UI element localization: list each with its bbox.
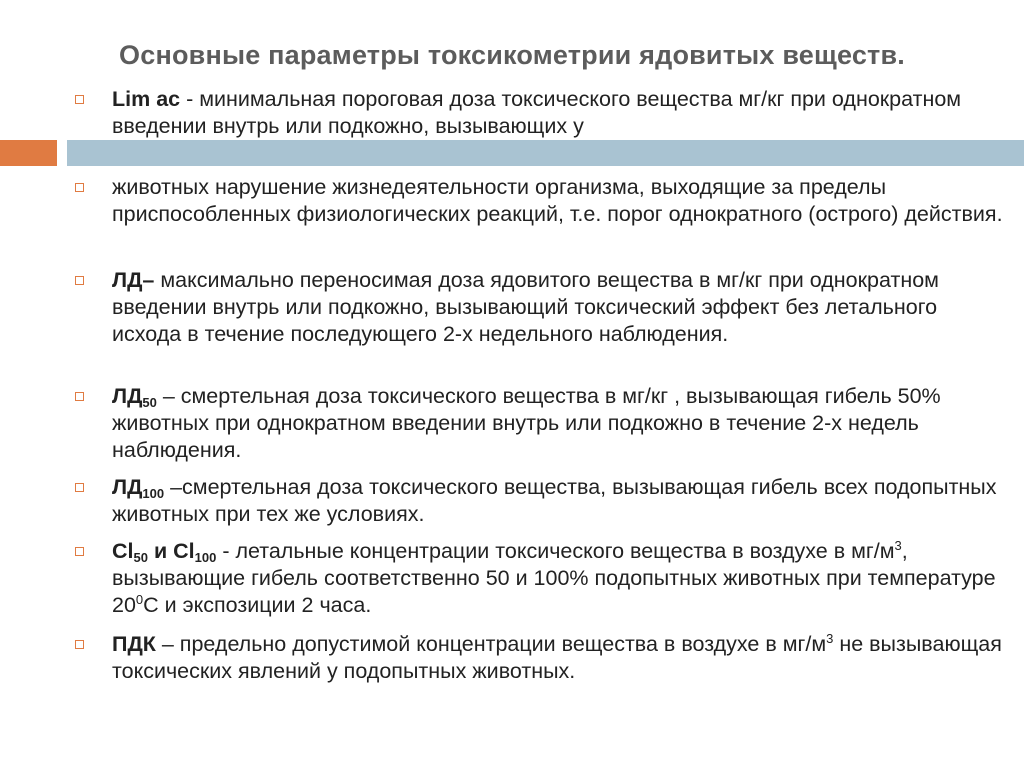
item-text <box>112 538 1005 619</box>
item-text <box>112 267 1005 348</box>
item-text <box>112 86 1005 140</box>
square-bullet-icon <box>75 95 84 104</box>
item-term: ПДК <box>112 632 156 656</box>
item-text <box>112 383 1005 464</box>
item-term: ЛД– <box>112 268 155 292</box>
list-item-ld <box>75 267 1005 348</box>
item-text: животных нарушение жизнедеятельности организма, выходящие за пределы приспособленных физиологических реакций, т.е. порог однократного (острого) действия. <box>112 175 1003 226</box>
list-item-pdk <box>75 631 1005 685</box>
square-bullet-icon <box>75 183 84 192</box>
item-definition: - летальные концентрации токсического вещества в воздухе в $мг/м^3$, вызывающие гибель соответственно 50 и 100% подопытных животных при температуре $20^0С$ и экспозиции 2 часа. <box>112 538 996 617</box>
list-item-continuation <box>75 174 1005 228</box>
item-term: Lim ac <box>112 87 181 111</box>
item-definition: – смертельная доза токсического вещества в мг/кг , вызывающая гибель 50% животных при однократном введении внутрь или подкожно в течение 2-х недель наблюдения. <box>112 384 941 462</box>
term-subscript: 50 <box>133 550 148 565</box>
square-bullet-icon <box>75 483 84 492</box>
list-item-lim-ac <box>75 86 1005 140</box>
list-item-cl <box>75 538 1005 619</box>
list-item-ld100 <box>75 474 1005 528</box>
item-definition: –смертельная доза токсического вещества, вызывающая гибель всех подопытных животных при тех же условиях. <box>112 475 997 526</box>
superscript: 0 <box>135 592 144 607</box>
item-term: $ЛД_{100}$ <box>112 475 165 501</box>
square-bullet-icon <box>75 392 84 401</box>
term-subscript: 50 <box>142 395 157 410</box>
blue-band-bar <box>67 140 1024 166</box>
square-bullet-icon <box>75 547 84 556</box>
item-term: $ЛД_{50}$ <box>112 384 157 410</box>
item-definition: – предельно допустимой концентрации вещества в воздухе в $мг/м^3$ не вызывающая токсических явлений у подопытных животных. <box>112 631 1002 683</box>
superscript: 3 <box>894 538 902 553</box>
item-text <box>112 474 1005 528</box>
superscript: 3 <box>826 631 834 646</box>
term-subscript: 100 <box>194 550 217 565</box>
term-subscript: 100 <box>142 486 165 501</box>
item-definition: максимально переносимая доза ядовитого вещества в мг/кг при однократном введении внутрь или подкожно, вызывающий токсический эффект без летального исхода в течение последующего 2-х недельного наблюдения. <box>112 268 939 346</box>
orange-accent-bar <box>0 140 57 166</box>
item-term: $Cl_{50}$ и $Cl_{100}$ <box>112 539 217 565</box>
item-text <box>112 631 1005 685</box>
square-bullet-icon <box>75 276 84 285</box>
slide-title: Основные параметры токсикометрии ядовитых веществ. <box>119 40 905 70</box>
square-bullet-icon <box>75 640 84 649</box>
list-item-ld50 <box>75 383 1005 464</box>
item-definition: - минимальная пороговая доза токсического вещества мг/кг при однократном введении внутрь или подкожно, вызывающих у <box>112 87 962 138</box>
